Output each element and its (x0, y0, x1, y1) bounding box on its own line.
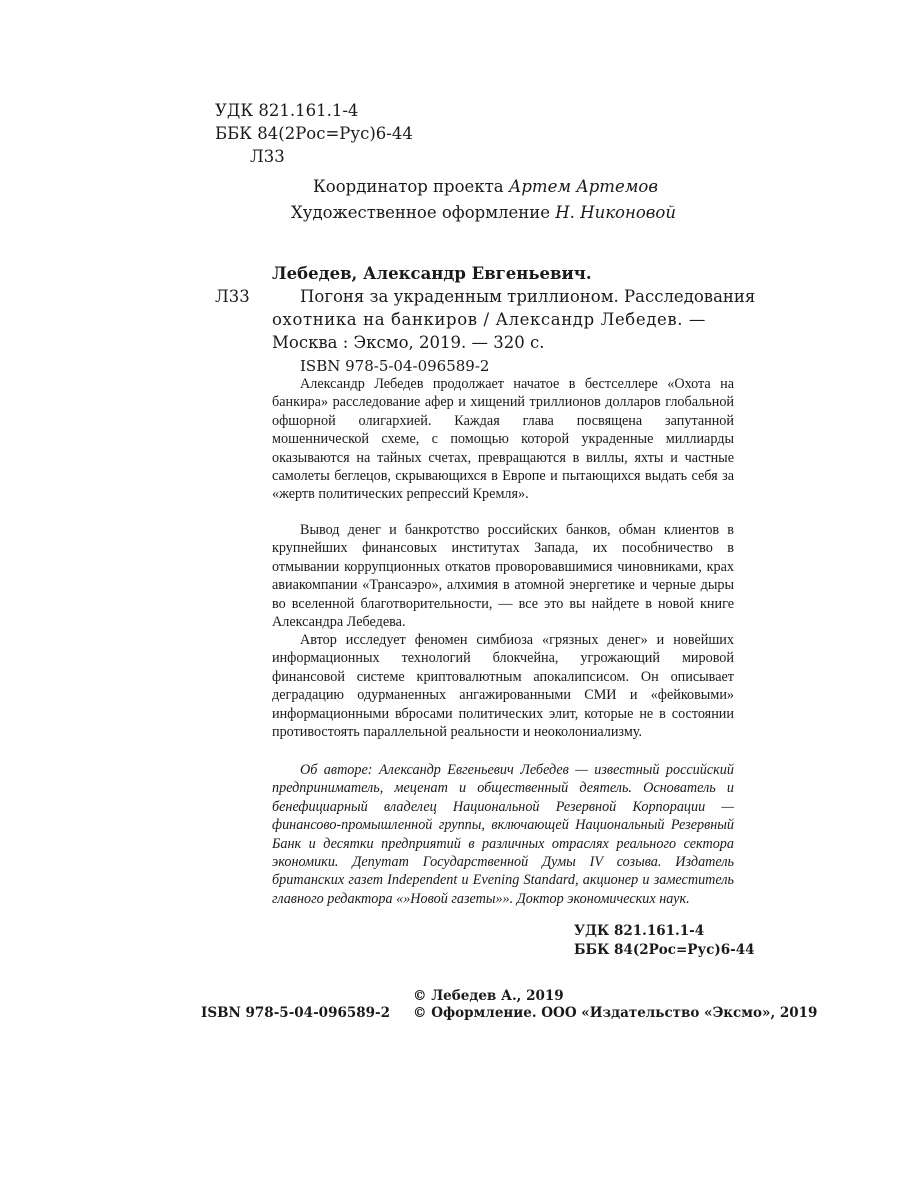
coordinator-label: Координатор проекта (313, 177, 504, 196)
about-author: Об авторе: Александр Евгеньевич Лебедев — известный российский предприниматель, меценат и общественный деятель. Основатель и бенефициарный владелец Национальной Резервной Корпорации — финансово-промышленной группы, включающей Национальный Резервный Банк и десятки предприятий в различных отраслях реального сектора экономики. Депутат Государственной Думы IV созыва. Издатель британских газет Independent и Evening Standard, акционер и заместитель главного редактора «»Новой газеты»». Доктор экономических наук. (272, 762, 734, 907)
record-title-line-1: Погоня за украденным триллионом. Расследования (300, 287, 756, 306)
footer-udk: УДК 821.161.1-4 (574, 923, 705, 939)
record-author: Лебедев, Александр Евгеньевич. (272, 264, 592, 283)
coordinator-credit (313, 177, 658, 197)
udk-code: УДК 821.161.1-4 (215, 101, 359, 120)
record-code: Л33 (215, 287, 250, 306)
design-credit (291, 203, 676, 223)
copyright-isbn: ISBN 978-5-04-096589-2 (201, 1005, 391, 1021)
footer-bbk: ББК 84(2Рос=Рус)6-44 (574, 942, 755, 958)
record-title-line-2: охотника на банкиров / Александр Лебедев. — (272, 310, 707, 329)
copyright-author: © Лебедев А., 2019 (413, 988, 564, 1004)
bbk-code: ББК 84(2Рос=Рус)6-44 (215, 124, 413, 143)
annotation-paragraph-3: Автор исследует феномен симбиоза «грязных денег» и новейших информационных технологий блокчейна, угрожающий мировой финансовой системе криптовалютным апокалипсисом. Он описывает деградацию одурманенных ангажированными СМИ и «фейковыми» информационными вбросами политических элит, которые не в состоянии противостоять параллельной реальности и неоколониализму. (272, 632, 734, 741)
annotation-paragraph-2: Вывод денег и банкротство российских банков, обман клиентов в крупнейших финансовых институтах Запада, их пособничество в отмывании коррупционных откатов проворовавшимися чиновниками, крах авиакомпании «Трансаэро», алхимия в атомной энергетике и черные дыры во вселенной благотворительности, — все это вы найдете в новой книге Александра Лебедева. (272, 522, 734, 631)
coordinator-name: Артем Артемов (508, 177, 658, 196)
design-label: Художественное оформление (291, 203, 551, 222)
annotation-paragraph-1: Александр Лебедев продолжает начатое в бестселлере «Охота на банкира» расследование афер и хищений триллионов долларов глобальной офшорной олигархией. Каждая глава посвящена запутанной мошеннической схеме, с помощью которой украденные миллиарды оказываются на тайных счетах, превращаются в виллы, яхты и частные самолеты беглецов, скрывающихся в Европе и пытающихся выдать себя за «жертв политических репрессий Кремля». (272, 376, 734, 503)
record-title-line-3: Москва : Эксмо, 2019. — 320 с. (272, 333, 545, 352)
author-mark: Л33 (250, 147, 285, 166)
copyright-design: © Оформление. ООО «Издательство «Эксмо», 2019 (413, 1005, 818, 1021)
record-isbn: ISBN 978-5-04-096589-2 (300, 357, 490, 375)
design-name: Н. Никоновой (555, 203, 676, 222)
